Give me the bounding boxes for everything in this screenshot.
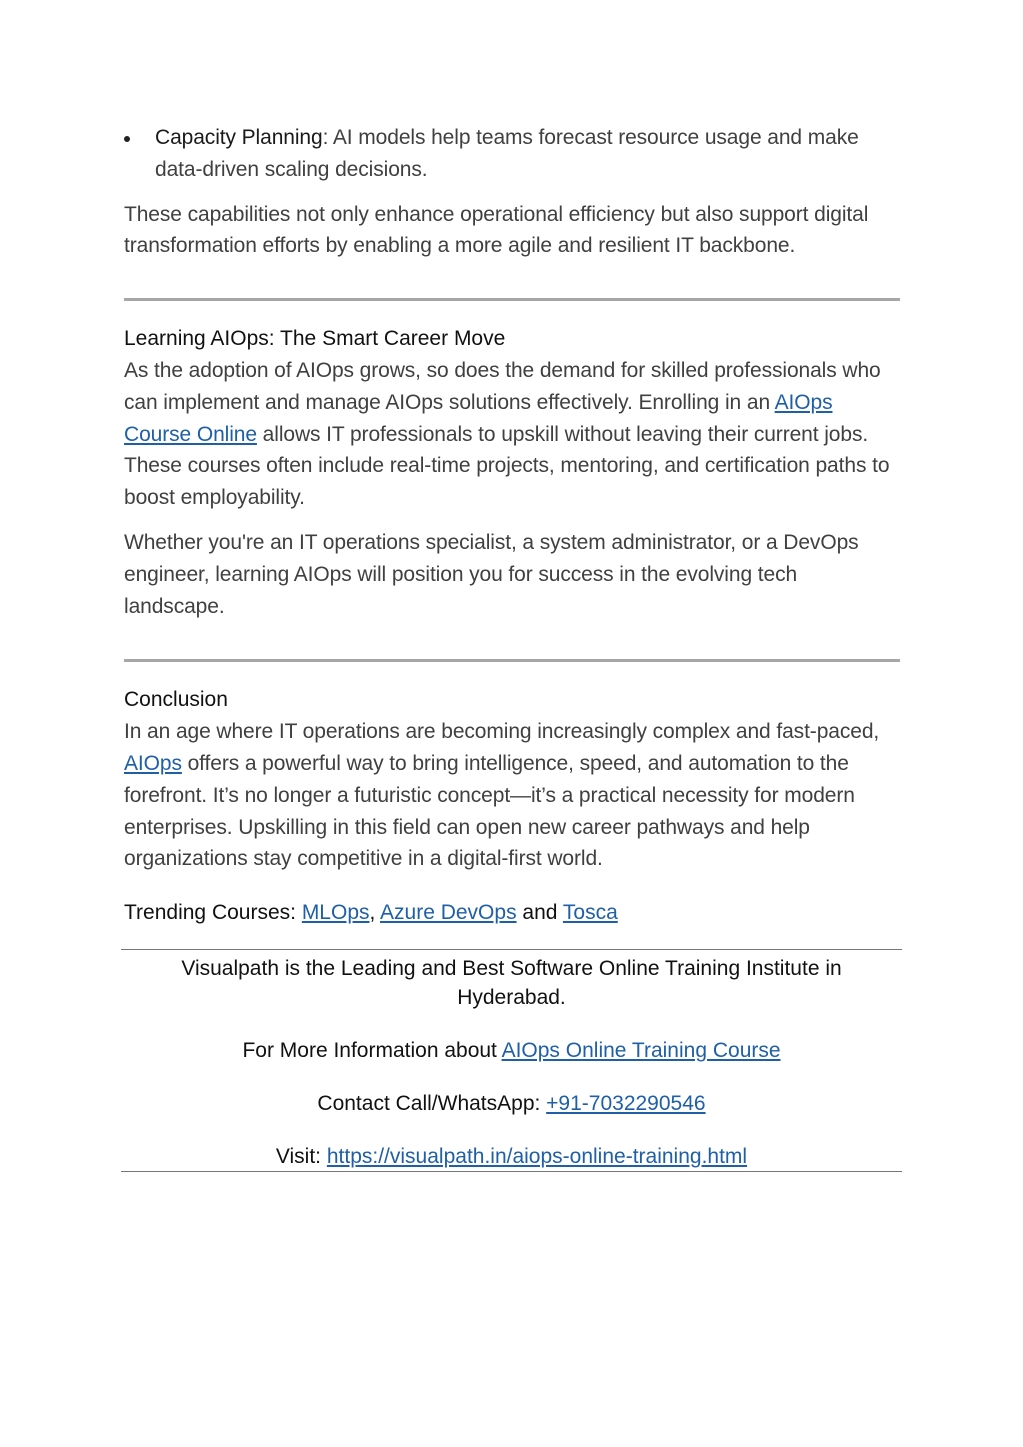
conclusion-heading: Conclusion (124, 688, 228, 712)
conclusion-text-after: offers a powerful way to bring intelligence, speed, and automation to the forefront. It’s no longer a futuristic concept—it’s a practical necessity for modern enterprises. Upskilling in this field can open new career pathways and help organizations stay competitive in a digital-first world. (124, 751, 855, 871)
list-item (124, 122, 900, 186)
learning-section (124, 323, 900, 622)
section-divider (124, 659, 900, 662)
capacity-planning-term: Capacity Planning (155, 126, 323, 149)
mlops-link[interactable]: MLOps (301, 901, 370, 925)
more-info-line (121, 1036, 902, 1065)
bullet-list (124, 122, 900, 186)
phone-link[interactable]: +91-7032290546 (546, 1092, 706, 1115)
conclusion-section (124, 684, 900, 875)
more-info-label: For More Information about (242, 1039, 502, 1062)
azure-devops-link[interactable]: Azure DevOps (380, 901, 517, 925)
learning-heading: Learning AIOps: The Smart Career Move (124, 327, 506, 351)
trending-separator: , (369, 901, 381, 925)
aiops-training-course-link[interactable]: AIOps Online Training Course (501, 1039, 781, 1062)
bullet-icon (124, 136, 130, 142)
learning-text-after: allows IT professionals to upskill without leaving their current jobs. These courses often include real-time projects, mentoring, and certification paths to boost employability. (124, 422, 890, 510)
trending-and: and (516, 901, 563, 925)
contact-footer (121, 949, 902, 1172)
institute-tagline: Visualpath is the Leading and Best Software Online Training Institute in Hyderabad. (181, 957, 842, 1009)
website-link[interactable]: https://visualpath.in/aiops-online-training.html (326, 1145, 748, 1168)
learning-text-before: As the adoption of AIOps grows, so does the demand for skilled professionals who can implement and manage AIOps solutions effectively. Enrolling in an (124, 358, 881, 414)
tosca-link[interactable]: Tosca (562, 901, 618, 925)
conclusion-text-before: In an age where IT operations are becoming increasingly complex and fast-paced, (124, 720, 880, 744)
visit-line (121, 1142, 902, 1171)
trending-courses (124, 897, 900, 928)
contact-label: Contact Call/WhatsApp: (317, 1092, 547, 1115)
aiops-link[interactable]: AIOps (124, 751, 182, 775)
learning-paragraph-1 (124, 355, 900, 514)
learning-paragraph-2: Whether you're an IT operations specialist, a system administrator, or a DevOps engineer, learning AIOps will position you for success in the evolving tech landscape. (124, 530, 859, 618)
capacity-planning-text: : AI models help teams forecast resource usage and make data-driven scaling decisions. (155, 126, 859, 181)
article-body (124, 122, 900, 928)
section-divider (124, 298, 900, 301)
aiops-course-online-link[interactable]: AIOps Course Online (124, 390, 833, 446)
conclusion-paragraph (124, 716, 900, 875)
capabilities-paragraph: These capabilities not only enhance operational efficiency but also support digital transformation efforts by enabling a more agile and resilient IT backbone. (124, 202, 869, 258)
trending-label: Trending Courses: (124, 901, 302, 925)
visit-label: Visit: (275, 1145, 327, 1168)
contact-line (121, 1089, 902, 1118)
